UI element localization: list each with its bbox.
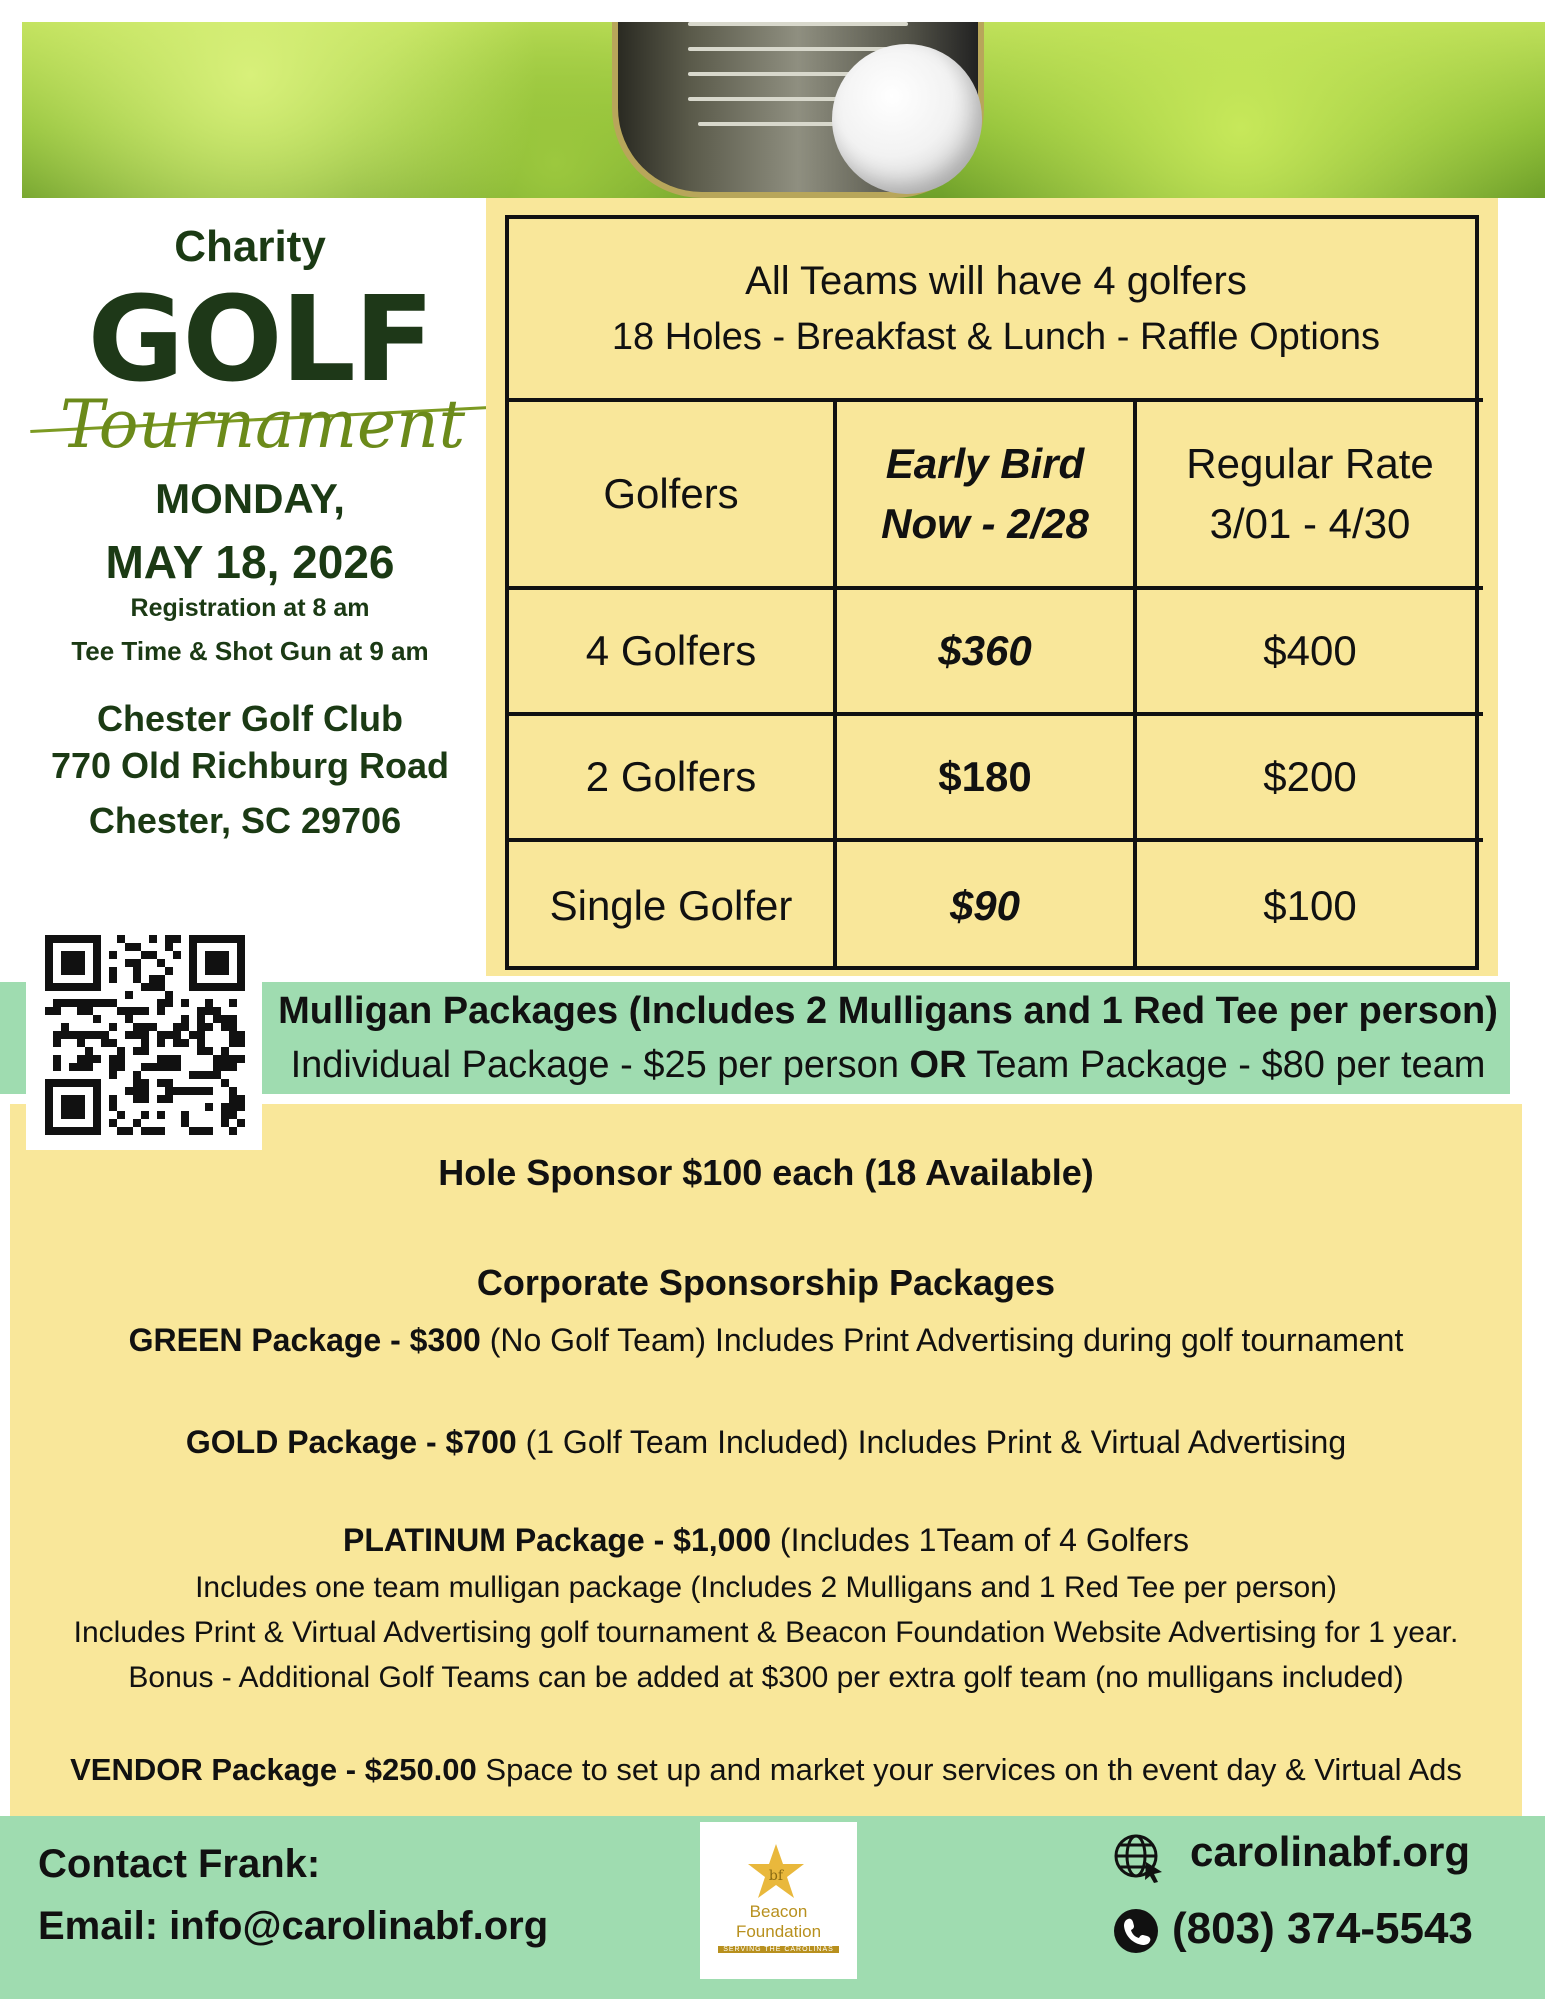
mulligan-individual: Individual Package - $25 per person — [290, 1044, 910, 1086]
contact-email[interactable]: Email: info@carolinabf.org — [38, 1904, 549, 1948]
header-golfers — [509, 402, 837, 590]
pricing-table — [505, 215, 1479, 970]
contact-label: Contact Frank: — [38, 1842, 321, 1886]
corporate-title: Corporate Sponsorship Packages — [476, 1262, 1056, 1303]
green-package — [20, 1322, 1512, 1359]
mulligan-or: OR — [909, 1044, 967, 1086]
qr-code[interactable] — [45, 935, 245, 1135]
hole-sponsor: Hole Sponsor $100 each (18 Available) — [438, 1152, 1094, 1193]
logo-tagline: SERVING THE CAROLINAS — [718, 1946, 839, 1953]
mulligan-team: Team Package - $80 per team — [966, 1044, 1486, 1086]
header-regular-rate — [1137, 402, 1483, 590]
row-regular-price: $200 — [1137, 716, 1483, 842]
beacon-foundation-logo — [700, 1822, 857, 1979]
row-early-price: $360 — [837, 590, 1137, 716]
venue-street: 770 Old Richburg Road — [50, 745, 450, 786]
platinum-package-name: PLATINUM Package - $1,000 — [343, 1522, 772, 1558]
tournament-script: Tournament — [59, 386, 466, 463]
platinum-package — [20, 1522, 1512, 1559]
platinum-detail: Includes Print & Virtual Advertising golf tournament & Beacon Foundation Website Advertising for 1 year. — [73, 1616, 1459, 1649]
platinum-detail: Includes one team mulligan package (Includes 2 Mulligans and 1 Red Tee per person) — [195, 1571, 1337, 1604]
golf-title: GOLF — [87, 270, 433, 408]
registration-time: Registration at 8 am — [130, 594, 370, 622]
header-early-bird — [837, 402, 1137, 590]
platinum-detail: Bonus - Additional Golf Teams can be added at $300 per extra golf team (no mulligans included) — [128, 1661, 1404, 1694]
row-regular-price: $100 — [1263, 882, 1357, 929]
venue-city-state: Chester, SC 29706 — [88, 800, 402, 841]
header-early-bird-label: Early Bird — [885, 440, 1085, 487]
tee-time: Tee Time & Shot Gun at 9 am — [71, 636, 429, 666]
phone-number[interactable]: (803) 374-5543 — [1172, 1904, 1473, 1953]
row-early-price: $90 — [837, 842, 1137, 970]
header-golfers-label: Golfers — [603, 470, 739, 517]
pricing-intro — [509, 219, 1483, 402]
vendor-package — [20, 1752, 1512, 1788]
golf-banner-image — [22, 22, 1545, 198]
logo-name-line2: Foundation — [735, 1922, 822, 1941]
mulligan-pricing — [270, 1044, 1506, 1087]
row-golfers-label: 2 Golfers — [509, 716, 837, 842]
row-golfers-label: Single Golfer — [509, 842, 837, 970]
phone-icon — [1113, 1908, 1159, 1954]
star-icon — [746, 1842, 806, 1902]
mulligan-title: Mulligan Packages (Includes 2 Mulligans and 1 Red Tee per person) — [278, 990, 1498, 1032]
row-regular-price: $400 — [1137, 590, 1483, 716]
gold-package-name: GOLD Package - $700 — [185, 1424, 517, 1460]
platinum-package-desc: (Includes 1Team of 4 Golfers — [771, 1522, 1189, 1558]
charity-label: Charity — [174, 222, 326, 271]
inclusions-note: 18 Holes - Breakfast & Lunch - Raffle Options — [611, 315, 1381, 358]
venue-name: Chester Golf Club — [96, 698, 404, 739]
gold-package — [20, 1424, 1512, 1461]
logo-name — [700, 1902, 857, 1942]
svg-text:bf: bf — [768, 1868, 784, 1884]
header-regular-dates: 3/01 - 4/30 — [1209, 500, 1411, 547]
team-size-note: All Teams will have 4 golfers — [745, 258, 1247, 303]
event-day: MONDAY, — [155, 475, 345, 522]
header-regular-label: Regular Rate — [1186, 440, 1434, 487]
logo-name-line1: Beacon — [749, 1902, 808, 1921]
row-early-price: $180 — [837, 716, 1137, 842]
gold-package-desc: (1 Golf Team Included) Includes Print & Virtual Advertising — [516, 1424, 1347, 1460]
green-package-desc: (No Golf Team) Includes Print Advertising during golf tournament — [480, 1322, 1404, 1358]
golf-ball — [832, 44, 982, 194]
globe-icon — [1112, 1832, 1164, 1884]
row-golfers-label: 4 Golfers — [509, 590, 837, 716]
header-early-bird-dates: Now - 2/28 — [881, 500, 1089, 547]
vendor-package-desc: Space to set up and market your services on th event day & Virtual Ads — [476, 1752, 1462, 1787]
website-link[interactable]: carolinabf.org — [1190, 1828, 1471, 1875]
green-package-name: GREEN Package - $300 — [128, 1322, 481, 1358]
vendor-package-name: VENDOR Package - $250.00 — [70, 1752, 477, 1787]
event-date: MAY 18, 2026 — [105, 536, 395, 588]
